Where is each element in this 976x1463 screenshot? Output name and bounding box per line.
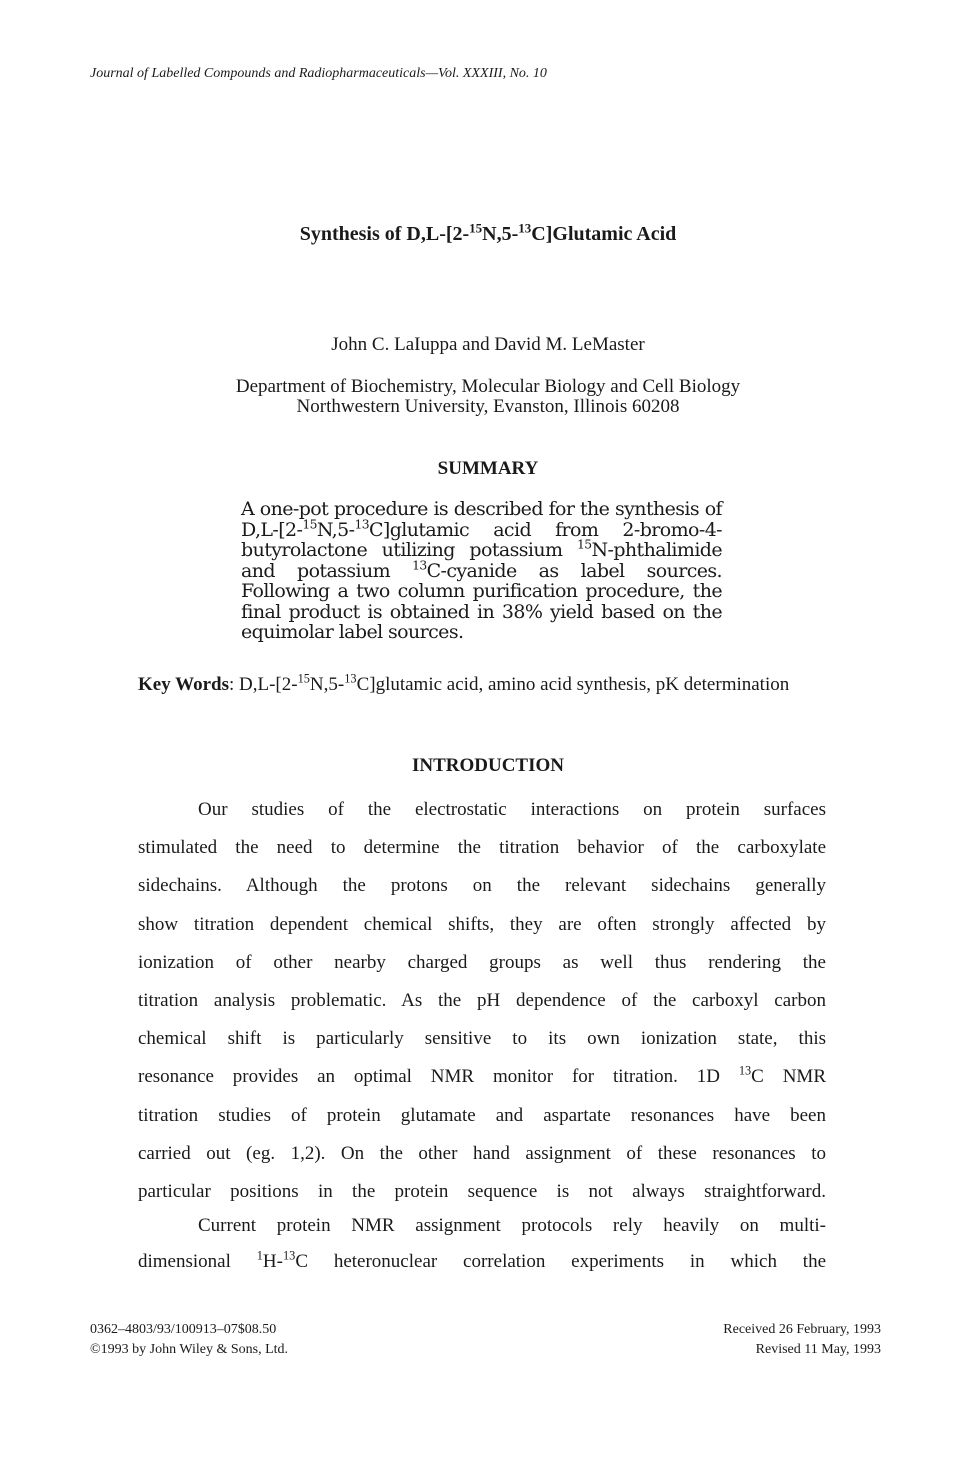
revised-date: Revised 11 May, 1993	[755, 1342, 881, 1357]
summary-superscript: 15	[302, 517, 317, 532]
line-part: dimensional	[138, 1251, 257, 1272]
copyright: ©1993 by John Wiley & Sons, Ltd.	[90, 1342, 289, 1357]
title-superscript: 15	[469, 220, 483, 236]
summary-superscript: 13	[354, 517, 369, 532]
summary-part: C]glutamic acid from 2-bromo-4-butyrolactone utilizing potassium	[241, 518, 722, 561]
affiliation	[0, 377, 976, 417]
line-part: H-	[262, 1251, 283, 1272]
affiliation-line: Department of Biochemistry, Molecular Biology and Cell Biology	[235, 376, 741, 397]
introduction-paragraph-2	[138, 1208, 826, 1280]
line-superscript: 13	[282, 1248, 296, 1263]
line-superscript: 13	[738, 1064, 752, 1079]
keywords	[138, 671, 828, 695]
text-line: show titration dependent chemical shifts, they are often strongly affected by	[138, 913, 826, 935]
line-part: C NMR	[751, 1066, 826, 1088]
summary-superscript: 15	[576, 537, 592, 552]
line-part: C heteronuclear correlation experiments in which the	[295, 1251, 826, 1272]
line-superscript: 1	[256, 1248, 263, 1263]
keywords-part: N,5-	[309, 674, 345, 695]
text-line: titration studies of protein glutamate and aspartate resonances have been	[138, 1104, 826, 1126]
journal-header: Journal of Labelled Compounds and Radiopharmaceuticals—Vol. XXXIII, No. 10	[90, 66, 547, 81]
summary-heading: SUMMARY	[437, 458, 539, 479]
text-line: sidechains. Although the protons on the relevant sidechains generally	[138, 875, 826, 897]
title-part: Synthesis of D,L-[2-	[299, 223, 470, 245]
text-line: titration analysis problematic. As the pH dependence of the carboxyl carbon	[138, 990, 826, 1012]
text-line: stimulated the need to determine the titration behavior of the carboxylate	[138, 837, 826, 859]
summary-part: C-cyanide as label sources. Following a two column purification procedure, the final product is obtained in 38% yield based on the equimolar label sources.	[241, 559, 722, 643]
text-line: particular positions in the protein sequence is not always straightforward.	[138, 1181, 826, 1203]
keywords-part: C]glutamic acid, amino acid synthesis, pK determination	[356, 674, 790, 695]
introduction-paragraph-1	[138, 791, 826, 1211]
summary-part: N-phthalimide and potassium	[241, 539, 722, 582]
summary-text	[241, 499, 722, 643]
keywords-superscript: 15	[297, 671, 310, 686]
summary-superscript: 13	[412, 558, 427, 573]
keywords-label: Key Words	[138, 674, 229, 695]
text-line	[138, 1058, 826, 1096]
summary-part: N,5-	[316, 518, 355, 541]
title-part: C]Glutamic Acid	[531, 223, 677, 245]
text-line: ionization of other nearby charged groups as well thus rendering the	[138, 951, 826, 973]
authors: John C. LaIuppa and David M. LeMaster	[331, 334, 645, 355]
line-part: resonance provides an optimal NMR monitor for titration. 1D	[138, 1066, 739, 1088]
summary-part: A one-pot procedure is described for the synthesis of D,L-[2-	[241, 498, 722, 541]
text-line	[138, 1244, 826, 1280]
text-line: Current protein NMR assignment protocols rely heavily on multi-	[198, 1215, 826, 1236]
paper-title	[0, 220, 976, 246]
footer-left	[90, 1320, 288, 1360]
affiliation-line: Northwestern University, Evanston, Illinois 60208	[296, 396, 680, 417]
received-date: Received 26 February, 1993	[723, 1322, 881, 1337]
text-line: Our studies of the electrostatic interactions on protein surfaces	[198, 799, 826, 820]
text-line: carried out (eg. 1,2). On the other hand assignment of these resonances to	[138, 1142, 826, 1164]
title-part: N,5-	[482, 223, 519, 245]
keywords-part: : D,L-[2-	[228, 674, 298, 695]
text-line: chemical shift is particularly sensitive to its own ionization state, this	[138, 1028, 826, 1050]
introduction-heading: INTRODUCTION	[411, 755, 565, 776]
footer-right	[723, 1320, 881, 1360]
keywords-superscript: 13	[344, 671, 357, 686]
title-superscript: 13	[518, 220, 532, 236]
article-code: 0362–4803/93/100913–07$08.50	[90, 1322, 277, 1337]
